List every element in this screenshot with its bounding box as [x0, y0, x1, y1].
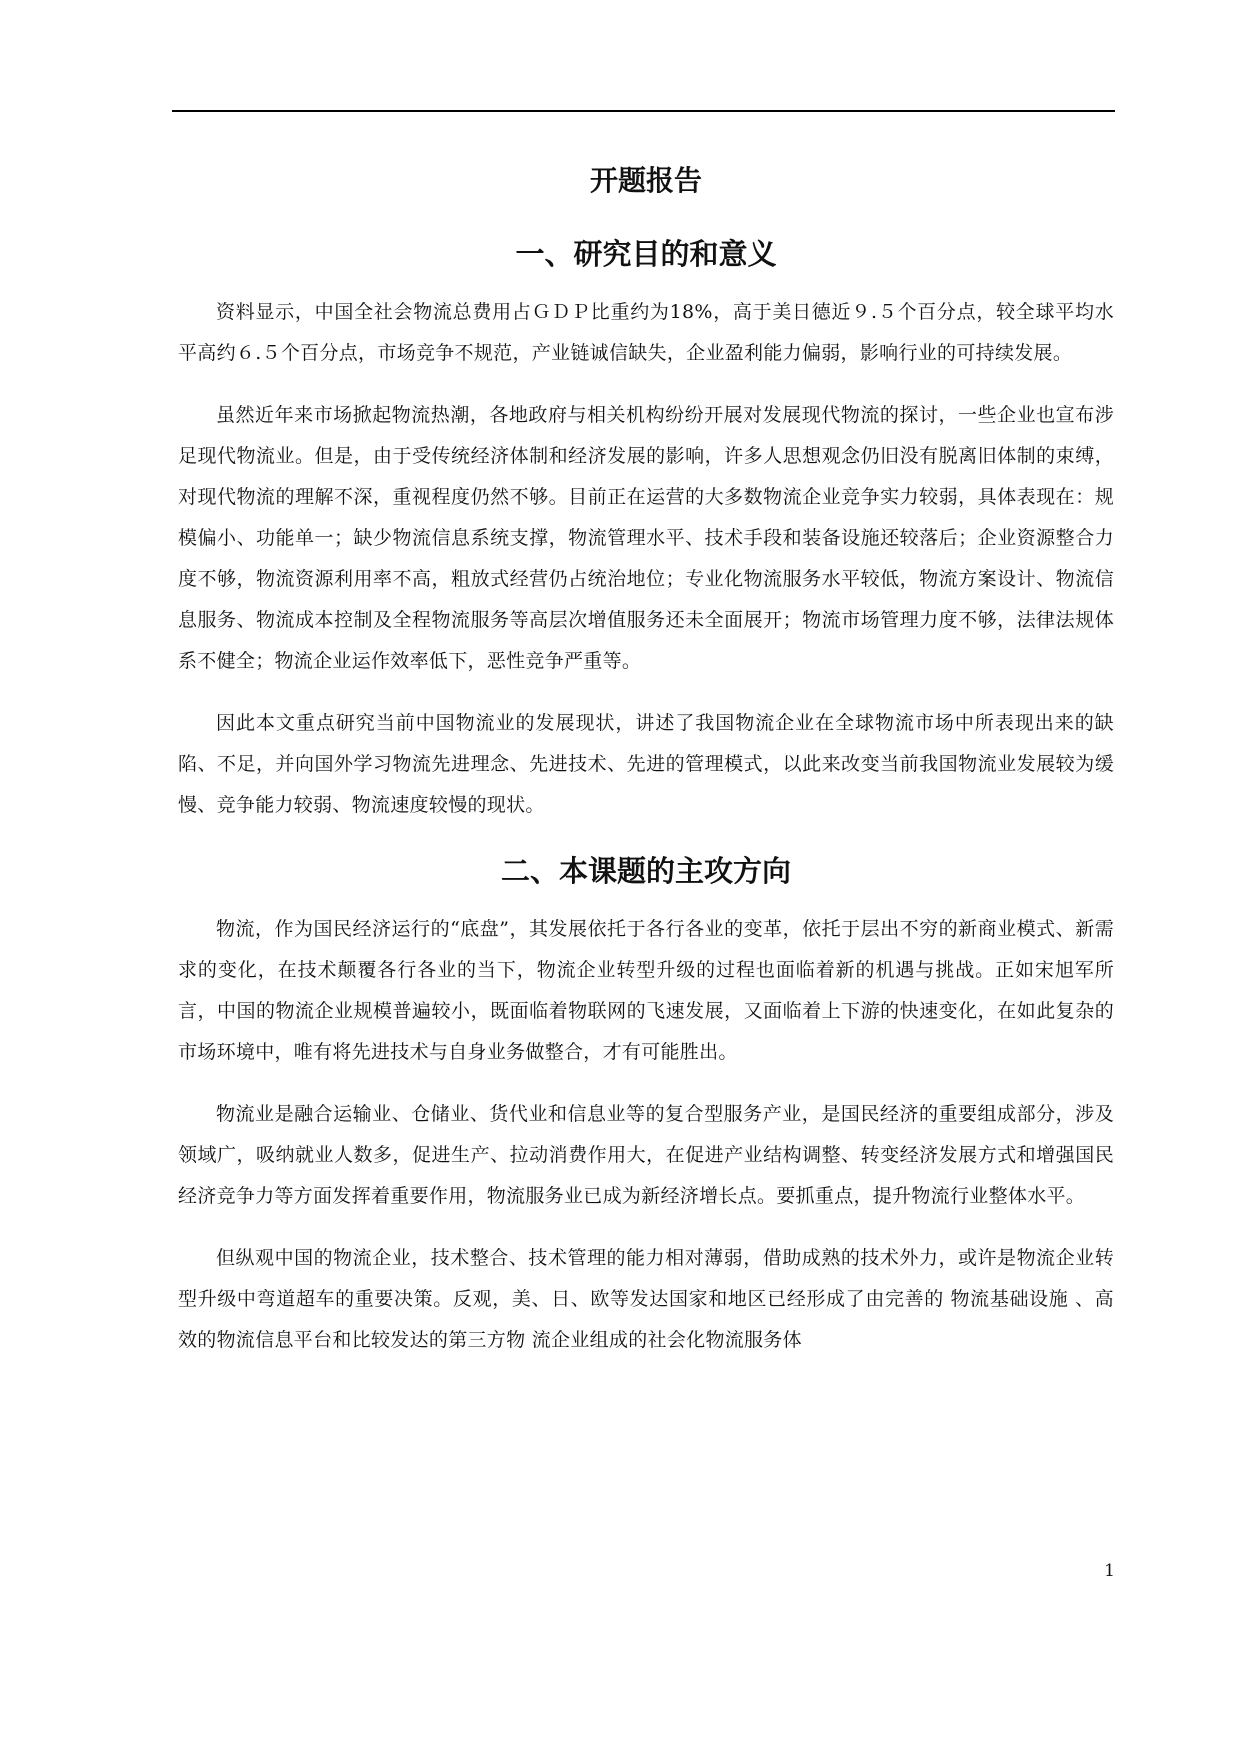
section-heading-1: 一、研究目的和意义: [515, 237, 777, 271]
section-heading-2: 二、本课题的主攻方向: [500, 854, 791, 888]
section-1-paragraph-1: 资料显示，中国全社会物流总费用占ＧＤＰ比重约为18%，高于美日德近９.５个百分点，较全球平均水平高约６.５个百分点，市场竞争不规范，产业链诚信缺失，企业盈利能力偏弱，影响行业的可持续发展。: [178, 301, 1114, 364]
section-1-paragraph-2: 虽然近年来市场掀起物流热潮，各地政府与相关机构纷纷开展对发展现代物流的探讨，一些企业也宣布涉足现代物流业。但是，由于受传统经济体制和经济发展的影响，许多人思想观念仍旧没有脱离旧体制的束缚，对现代物流的理解不深，重视程度仍然不够。目前正在运营的大多数物流企业竞争实力较弱，具体表现在：规模偏小、功能单一；缺少物流信息系统支撑，物流管理水平、技术手段和装备设施还较落后；企业资源整合力度不够，物流资源利用率不高，粗放式经营仍占统治地位；专业化物流服务水平较低，物流方案设计、物流信息服务、物流成本控制及全程物流服务等高层次增值服务还未全面展开；物流市场管理力度不够，法律法规体系不健全；物流企业运作效率低下，恶性竞争严重等。: [178, 404, 1114, 672]
section-2-paragraph-2: 物流业是融合运输业、仓储业、货代业和信息业等的复合型服务产业，是国民经济的重要组成部分，涉及领域广，吸纳就业人数多，促进生产、拉动消费作用大，在促进产业结构调整、转变经济发展方式和增强国民经济竞争力等方面发挥着重要作用，物流服务业已成为新经济增长点。要抓重点，提升物流行业整体水平。: [178, 1103, 1114, 1207]
page-number: 1: [1104, 1561, 1115, 1581]
section-1-paragraph-3: 因此本文重点研究当前中国物流业的发展现状，讲述了我国物流企业在全球物流市场中所表现出来的缺陷、不足，并向国外学习物流先进理念、先进技术、先进的管理模式，以此来改变当前我国物流业发展较为缓慢、竞争能力较弱、物流速度较慢的现状。: [178, 712, 1114, 816]
document-body: [178, 150, 1114, 1382]
section-2-paragraph-1: 物流，作为国民经济运行的“底盘”，其发展依托于各行各业的变革，依托于层出不穷的新商业模式、新需求的变化，在技术颠覆各行各业的当下，物流企业转型升级的过程也面临着新的机遇与挑战。正如宋旭军所言，中国的物流企业规模普遍较小，既面临着物联网的飞速发展，又面临着上下游的快速变化，在如此复杂的市场环境中，唯有将先进技术与自身业务做整合，才有可能胜出。: [178, 918, 1114, 1063]
section-2-paragraph-3: 但纵观中国的物流企业，技术整合、技术管理的能力相对薄弱，借助成熟的技术外力，或许是物流企业转型升级中弯道超车的重要决策。反观，美、日、欧等发达国家和地区已经形成了由完善的 物流基础设施 、高效的物流信息平台和比较发达的第三方物 流企业组成的社会化物流服务体: [178, 1247, 1114, 1351]
header-rule: [172, 110, 1115, 112]
document-title: 开题报告: [589, 164, 702, 197]
